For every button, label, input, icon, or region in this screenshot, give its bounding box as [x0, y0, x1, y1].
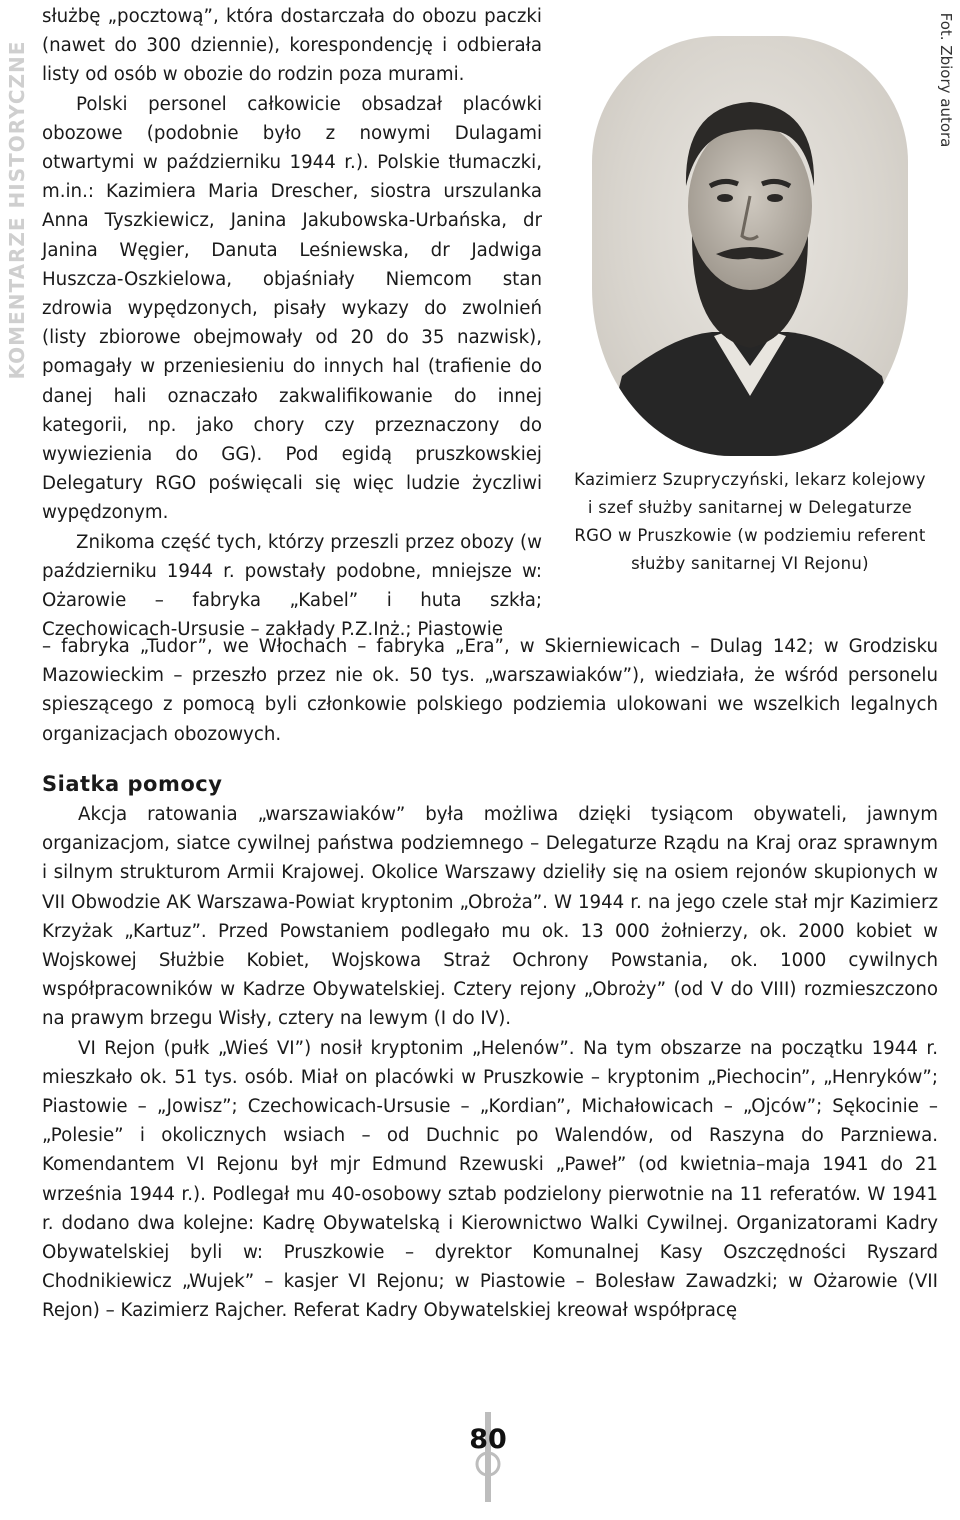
- portrait-illustration: [592, 36, 908, 456]
- photo-caption: Kazimierz Szupryczyński, lekarz kolejowy i szef służby sanitarnej w Delegaturze RGO w Pruszkowie (w podziemiu referent służby sanitarnej VI Rejonu): [574, 470, 926, 573]
- paragraph: Akcja ratowania „warszawiaków” była możliwa dzięki tysiącom obywateli, jawnym organizacjom, siatce cywilnej państwa podziemnego – Delegaturze Rządu na Kraj oraz sprawnym i silnym strukturom Armii Krajowej. Okolice Warszawy dzieliły się na osiem rejonów skupionych w VII Obwodzie AK Warszawa-Powiat kryptonim „Obroża”. W 1944 r. na jego czele stał mjr Kazimierz Krzyżak „Kartuz”. Przed Powstaniem podlegało mu ok. 13 000 żołnierzy, ok. 2000 kobiet w Wojskowej Służbie Kobiet, Wojskowa Straż Ochrony Powstania, ok. 1000 cywilnych współpracowników w Kadrze Obywatelskiej. Cztery rejony „Obroży” (od V do VIII) rozmieszczono na prawym brzegu Wisły, cztery na lewym (I do IV).: [42, 804, 938, 1030]
- paragraph: Znikoma część tych, którzy przeszli przez obozy (w październiku 1944 r. powstały podobne, mniejsze w: Ożarowie – fabryka „Kabel” i huta szkła; Czechowicach-Ursusie – zakłady P.Z.Inż.; Piastowie: [42, 531, 542, 641]
- paragraph: Polski personel całkowicie obsadzał placówki obozowe (podobnie było z nowymi Dulagami otwartymi w październiku 1944 r.). Polskie tłumaczki, m.in.: Kazimiera Maria Drescher, siostra urszulanka Anna Tyszkiewicz, Janina Jakubowska-Urbańska, dr Janina Węgier, Danuta Leśniewska, dr Jadwiga Huszcza-Oszkielowa, objaśniały Niemcom stan zdrowia wypędzonych, pisały wykazy do zwolnień (listy zbiorowe obejmowały od 20 do 35 nazwisk), pomagały w przeniesieniu do innych hal (trafienie do danej hali oznaczało zakwalifikowanie do innej kategorii, np. jako chory czy przeznaczony do wywiezienia do GG). Pod egidą pruszkowskiej Delegatury RGO poświęcali się więc ludzie życzliwi wypędzonym.: [42, 93, 542, 524]
- full-width-text: [42, 632, 938, 749]
- section-heading: Siatka pomocy: [42, 772, 223, 796]
- photo-credit-text: Fot. Zbiory autora: [937, 12, 955, 148]
- section-body: [42, 800, 938, 1326]
- section-side-label: [0, 0, 34, 420]
- page-number-block: [458, 1412, 518, 1502]
- paragraph: – fabryka „Tudor”, we Włochach – fabryka „Era”, w Skierniewicach – Dulag 142; w Grodzisku Mazowieckim – przeszło przez nie ok. 50 tys. „warszawiaków”), wiedziała, że wśród personelu spieszącego z pomocą byli członkowie polskiego podziemia ulokowani we wszelkich legalnych organizacjach obozowych.: [42, 636, 938, 745]
- page-number: 80: [469, 1424, 507, 1455]
- photo-credit: [932, 0, 960, 170]
- side-label-text: KOMENTARZE HISTORYCZNE: [5, 40, 29, 380]
- paragraph: VI Rejon (pułk „Wieś VI”) nosił kryptonim „Helenów”. Na tym obszarze na początku 1944 r. mieszkało ok. 51 tys. osób. Miał on placówki w Pruszkowie – kryptonim „Piechocin”, „Henryków”; Piastowie – „Jowisz”; Czechowicach-Ursusie – „Kordian”, Michałowicach – „Ojców”; Sękocinie – „Polesie” i okolicznych wsiach – od Duchnic po Walendów, od Raszyna do Parzniewa. Komendantem VI Rejonu był mjr Edmund Rzewuski „Paweł” (od kwietnia–maja 1941 do 21 września 1944 r.). Podlegał mu 40-osobowy sztab podzielony pierwotnie na 11 referatów. W 1941 r. dodano dwa kolejne: Kadrę Obywatelską i Kierownictwo Walki Cywilnej. Organizatorami Kadry Obywatelskiej byli w: Pruszkowie – dyrektor Komunalnej Kasy Oszczędności Ryszard Chodnikiewicz „Wujek” – kasjer VI Rejonu; w Piastowie – Bolesław Zawadzki; w Ożarowie (VII Rejon) – Kazimierz Rajcher. Referat Kadry Obywatelskiej kreował współpracę: [42, 1037, 938, 1322]
- paragraph: służbę „pocztową”, która dostarczała do obozu paczki (nawet do 300 dziennie), korespondencję i odbierała listy od osób w obozie do rodzin poza murami.: [42, 6, 542, 86]
- portrait-photo: [592, 36, 908, 456]
- left-column-text: [42, 2, 542, 644]
